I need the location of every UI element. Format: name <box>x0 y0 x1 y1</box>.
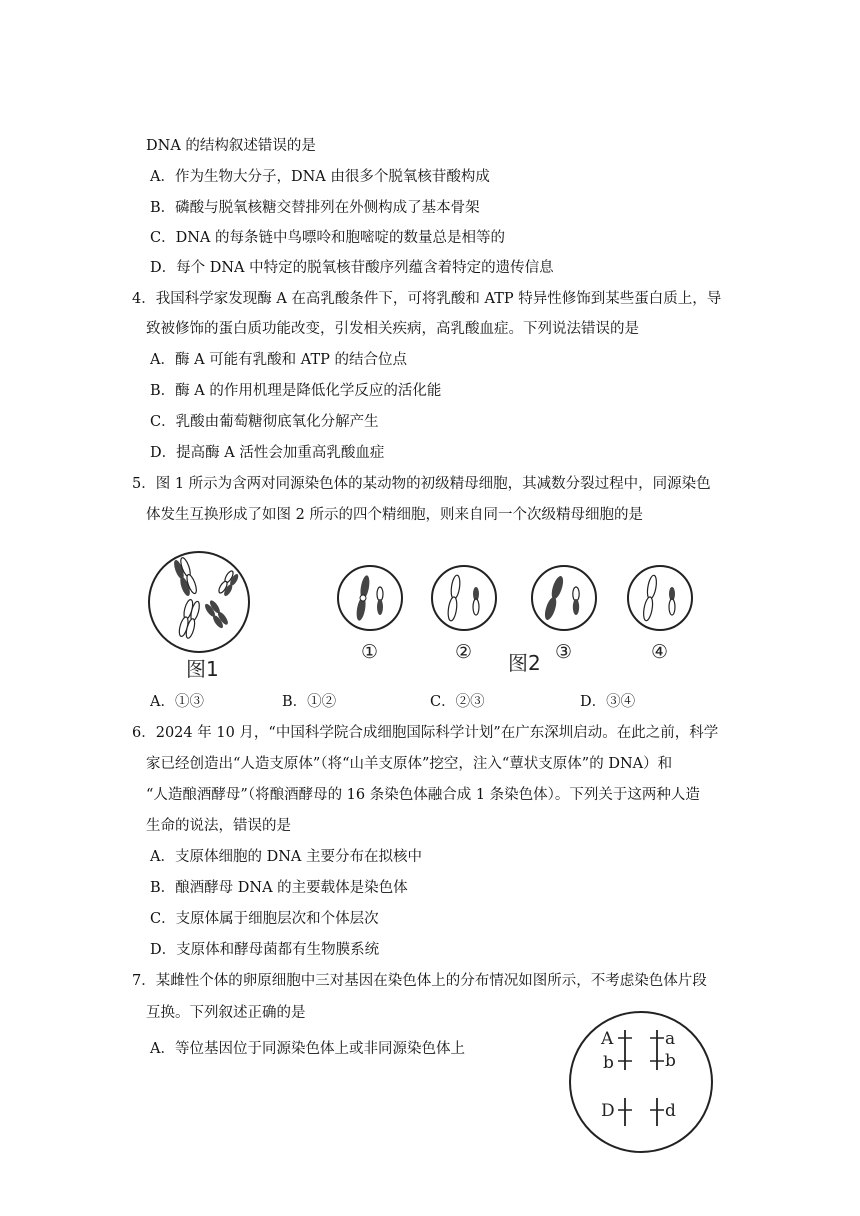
q6-stem-line3: “人造酿酒酵母”（将酿酒酵母的 16 条染色体融合成 1 条染色体）。下列关于这两种人造 <box>146 787 700 803</box>
q7-gene-figure <box>565 1008 717 1156</box>
q5-option-a: A．①③ <box>150 694 204 710</box>
q5-option-b: B．①② <box>282 694 337 710</box>
q3-option-d: D．每个 DNA 中特定的脱氧核苷酸序列蕴含着特定的遗传信息 <box>150 260 554 276</box>
gene-label-D: D <box>601 1101 615 1121</box>
sperm-cell-3 <box>532 566 596 630</box>
gene-label-b-left: b <box>603 1053 614 1073</box>
q3-stem: DNA 的结构叙述错误的是 <box>146 138 316 154</box>
q5-option-d: D．③④ <box>580 694 636 710</box>
cell-label-3: ③ <box>555 641 573 663</box>
cell-label-1: ① <box>361 641 379 663</box>
gene-label-A: A <box>601 1029 614 1049</box>
q7-stem-line2: 互换。下列叙述正确的是 <box>146 1005 306 1021</box>
q3-option-a: A．作为生物大分子，DNA 由很多个脱氧核苷酸构成 <box>150 169 490 185</box>
q3-option-c: C．DNA 的每条链中鸟嘌呤和胞嘧啶的数量总是相等的 <box>150 230 505 246</box>
figure-1-cell <box>140 540 260 680</box>
q4-option-a: A．酶 A 可能有乳酸和 ATP 的结合位点 <box>150 352 407 368</box>
cell-label-4: ④ <box>651 641 669 663</box>
cell-label-2: ② <box>455 641 473 663</box>
figure-2-cells <box>330 560 710 680</box>
q6-stem-line1: 6．2024 年 10 月，“中国科学院合成细胞国际科学计划”在广东深圳启动。在此之前，科学 <box>132 725 719 741</box>
gene-label-d: d <box>665 1101 676 1121</box>
q4-stem-line1: 4．我国科学家发现酶 A 在高乳酸条件下，可将乳酸和 ATP 特异性修饰到某些蛋白质上，导 <box>132 291 722 307</box>
q4-option-d: D．提高酶 A 活性会加重高乳酸血症 <box>150 445 385 461</box>
figure-1-label: 图1 <box>186 657 219 680</box>
q6-stem-line4: 生命的说法，错误的是 <box>146 818 291 834</box>
q6-option-a: A．支原体细胞的 DNA 主要分布在拟核中 <box>150 849 422 865</box>
q3-option-b: B．磷酸与脱氧核糖交替排列在外侧构成了基本骨架 <box>150 200 480 216</box>
sperm-cell-1 <box>338 566 402 630</box>
q4-option-b: B．酶 A 的作用机理是降低化学反应的活化能 <box>150 383 442 399</box>
q6-option-c: C．支原体属于细胞层次和个体层次 <box>150 911 379 927</box>
q6-option-d: D．支原体和酵母菌都有生物膜系统 <box>150 942 380 958</box>
q6-stem-line2: 家已经创造出“人造支原体”（将“山羊支原体”挖空，注入“蕈状支原体”的 DNA）和 <box>146 756 673 772</box>
q5-stem-line1: 5．图 1 所示为含两对同源染色体的某动物的初级精母细胞，其减数分裂过程中，同源染色 <box>132 476 711 492</box>
gene-label-a: a <box>665 1029 676 1049</box>
q7-stem-line1: 7．某雌性个体的卵原细胞中三对基因在染色体上的分布情况如图所示，不考虑染色体片段 <box>132 973 707 989</box>
q5-stem-line2: 体发生互换形成了如图 2 所示的四个精细胞，则来自同一个次级精母细胞的是 <box>146 507 643 523</box>
q7-option-a: A．等位基因位于同源染色体上或非同源染色体上 <box>150 1041 465 1057</box>
figure-2-label: 图2 <box>508 651 541 675</box>
sperm-cell-4 <box>628 566 692 630</box>
q6-option-b: B．酿酒酵母 DNA 的主要载体是染色体 <box>150 880 408 896</box>
sperm-cell-2 <box>432 566 496 630</box>
q4-stem-line2: 致被修饰的蛋白质功能改变，引发相关疾病，高乳酸血症。下列说法错误的是 <box>146 321 639 337</box>
q5-option-c: C．②③ <box>430 694 485 710</box>
gene-label-b-right: b <box>665 1051 676 1071</box>
q4-option-c: C．乳酸由葡萄糖彻底氧化分解产生 <box>150 414 379 430</box>
